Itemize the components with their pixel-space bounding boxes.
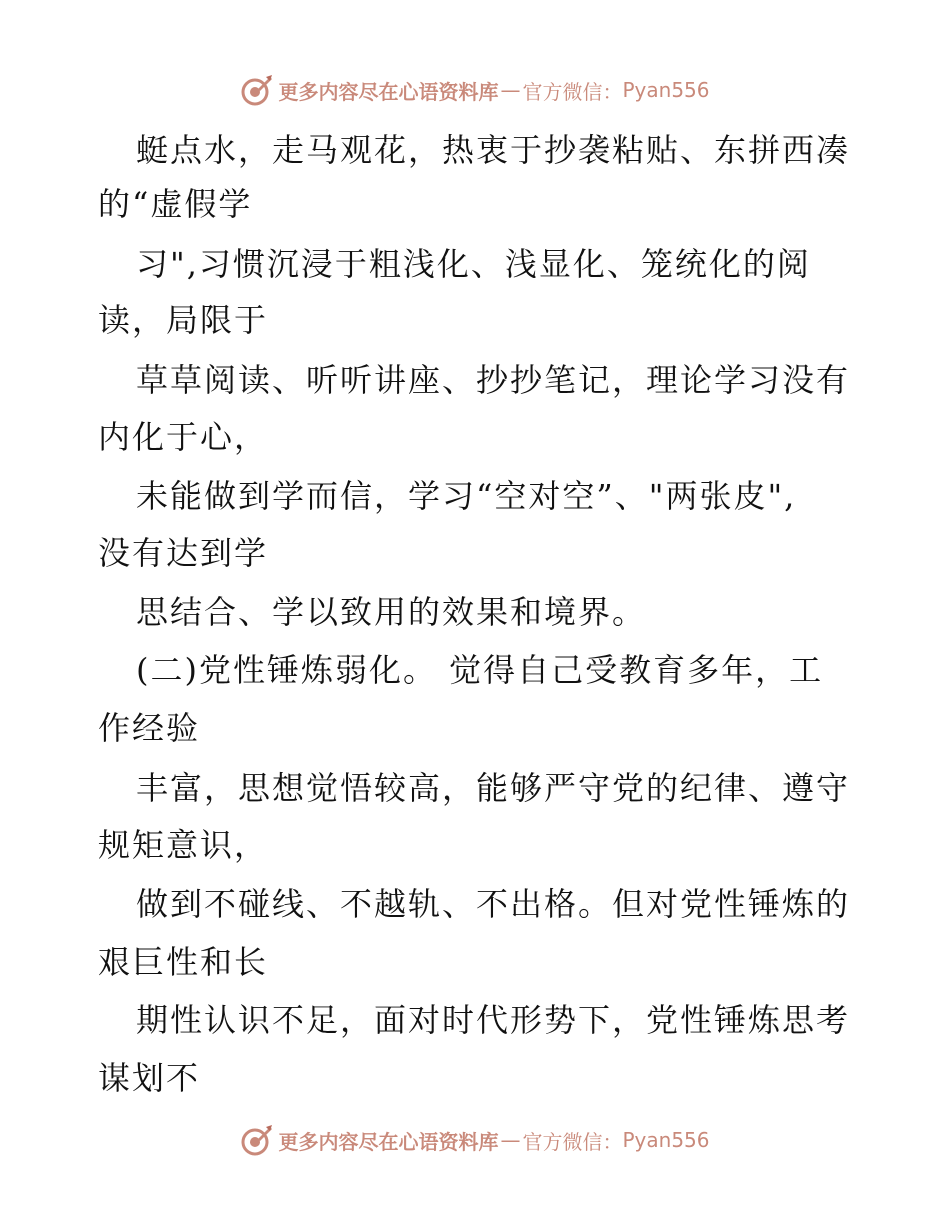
text-line: (二)党性锤炼弱化。 觉得自己受教育多年，工 [136, 651, 824, 689]
text-line: 谋划不 [98, 1059, 201, 1097]
watermark-dash: — [500, 1128, 521, 1152]
pen-logo-icon [240, 73, 274, 107]
text-line: 规矩意识， [98, 826, 269, 864]
text-line: 习",习惯沉浸于粗浅化、浅显化、笼统化的阅 [136, 245, 811, 283]
text-line: 思结合、学以致用的效果和境界。 [136, 593, 647, 631]
text-line: 草草阅读、听听讲座、抄抄笔记，理论学习没有 [136, 361, 851, 399]
text-line: 做到不碰线、不越轨、不出格。但对党性锤炼的 [136, 885, 851, 923]
watermark-account: Pyan556 [622, 78, 710, 102]
watermark-group [240, 1123, 709, 1157]
pen-logo-icon [240, 1123, 274, 1157]
watermark-account: Pyan556 [622, 1128, 710, 1152]
text-line: 蜓点水，走马观花，热衷于抄袭粘贴、东拼西凑 [136, 131, 851, 169]
watermark-label: 官方微信： [522, 79, 623, 104]
text-line: 丰富，思想觉悟较高，能够严守党的纪律、遵守 [136, 769, 851, 807]
text-line: 的“虚假学 [98, 185, 253, 223]
footer-watermark [0, 1120, 950, 1160]
text-line: 没有达到学 [98, 534, 269, 572]
header-watermark [0, 70, 950, 110]
watermark-brand: 更多内容尽在心语资料库 [278, 1129, 499, 1154]
watermark-brand: 更多内容尽在心语资料库 [278, 79, 499, 104]
watermark-label: 官方微信： [522, 1129, 623, 1154]
text-line: 读，局限于 [98, 301, 269, 339]
text-line: 内化于心， [98, 418, 269, 456]
text-line: 艰巨性和长 [98, 943, 269, 981]
text-line: 期性认识不足，面对时代形势下，党性锤炼思考 [136, 1001, 851, 1039]
text-line: 未能做到学而信，学习“空对空”、"两张皮", [136, 477, 797, 515]
text-line: 作经验 [98, 709, 201, 747]
watermark-dash: — [500, 78, 521, 102]
watermark-group [240, 73, 709, 107]
